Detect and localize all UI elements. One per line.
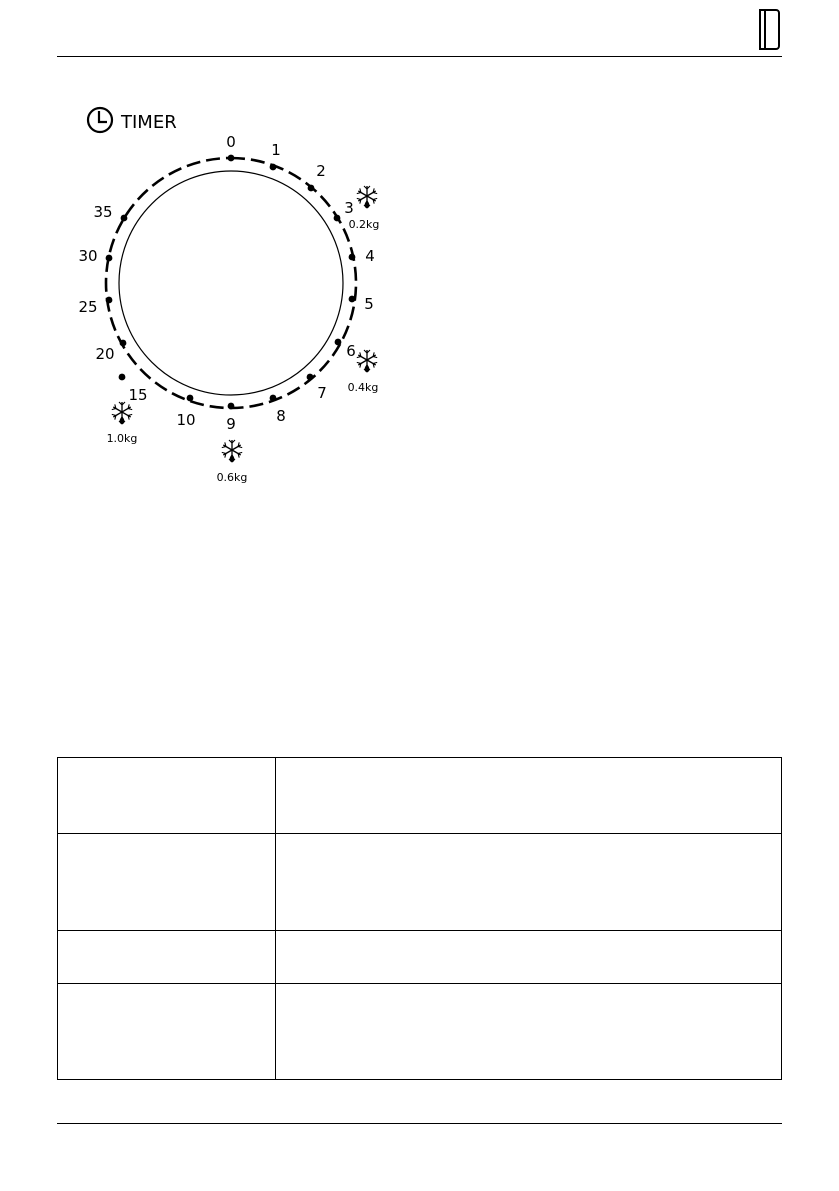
dial-label-1: 1 (271, 141, 281, 159)
svg-text:1.0kg: 1.0kg (106, 432, 138, 445)
dial-dot-9 (228, 403, 235, 410)
dial-dot-6 (335, 339, 342, 346)
dial-dot-3 (334, 215, 341, 222)
dial-dot-20 (120, 340, 127, 347)
table-cell-label (58, 984, 276, 1080)
snowflake-drop-icon (112, 402, 132, 425)
snowflake-drop-icon (357, 350, 377, 373)
dial-label-10: 10 (176, 411, 196, 429)
dial-label-3: 3 (344, 199, 354, 217)
dial-label-15: 15 (128, 386, 148, 404)
snowflake-drop-icon (357, 186, 377, 209)
dial-label-2: 2 (316, 162, 326, 180)
table-row (58, 984, 782, 1080)
dial-dot-5 (349, 296, 356, 303)
table-cell-label (58, 758, 276, 834)
dial-dot-30 (106, 255, 113, 262)
dial-label-8: 8 (276, 407, 286, 425)
svg-text:0.6kg: 0.6kg (216, 471, 248, 484)
footer-rule (57, 1123, 782, 1124)
dial-dot-4 (349, 254, 356, 261)
timer-label: TIMER (121, 112, 177, 133)
table-row (58, 931, 782, 984)
table-cell-label (58, 931, 276, 984)
dial-label-20: 20 (95, 345, 115, 363)
dial-dot-0 (228, 155, 235, 162)
dial-label-30: 30 (78, 247, 98, 265)
snowflake-drop-icon (222, 440, 242, 463)
table-cell-label (58, 834, 276, 931)
dial-label-0: 0 (226, 133, 236, 151)
table-cell-text (276, 834, 782, 931)
table-cell-text (276, 984, 782, 1080)
info-table (57, 757, 782, 1080)
dial-dot-2 (308, 185, 315, 192)
dial-label-35: 35 (93, 203, 113, 221)
dial-dot-10 (187, 395, 194, 402)
dial-dot-15 (119, 374, 126, 381)
dial-dot-1 (270, 164, 277, 171)
svg-text:0.4kg: 0.4kg (347, 381, 379, 394)
dial-label-9: 9 (226, 415, 236, 433)
clock-icon (88, 108, 112, 132)
dial-label-25: 25 (78, 298, 98, 316)
svg-text:0.2kg: 0.2kg (348, 218, 380, 231)
dial-label-5: 5 (364, 295, 374, 313)
table-row (58, 758, 782, 834)
dial-dot-25 (106, 297, 113, 304)
table-cell-text (276, 931, 782, 984)
dial-dot-7 (307, 374, 314, 381)
table-cell-text (276, 758, 782, 834)
timer-dial (0, 0, 839, 560)
table-row (58, 834, 782, 931)
dial-dot-35 (121, 215, 128, 222)
dial-face (119, 171, 343, 395)
dial-label-6: 6 (346, 342, 356, 360)
dial-label-4: 4 (365, 247, 375, 265)
dial-dot-8 (270, 395, 277, 402)
defrost-1.0kg (107, 402, 138, 445)
dial-label-7: 7 (317, 384, 327, 402)
dial-scale-ring (106, 158, 356, 408)
defrost-0.6kg (217, 440, 248, 484)
